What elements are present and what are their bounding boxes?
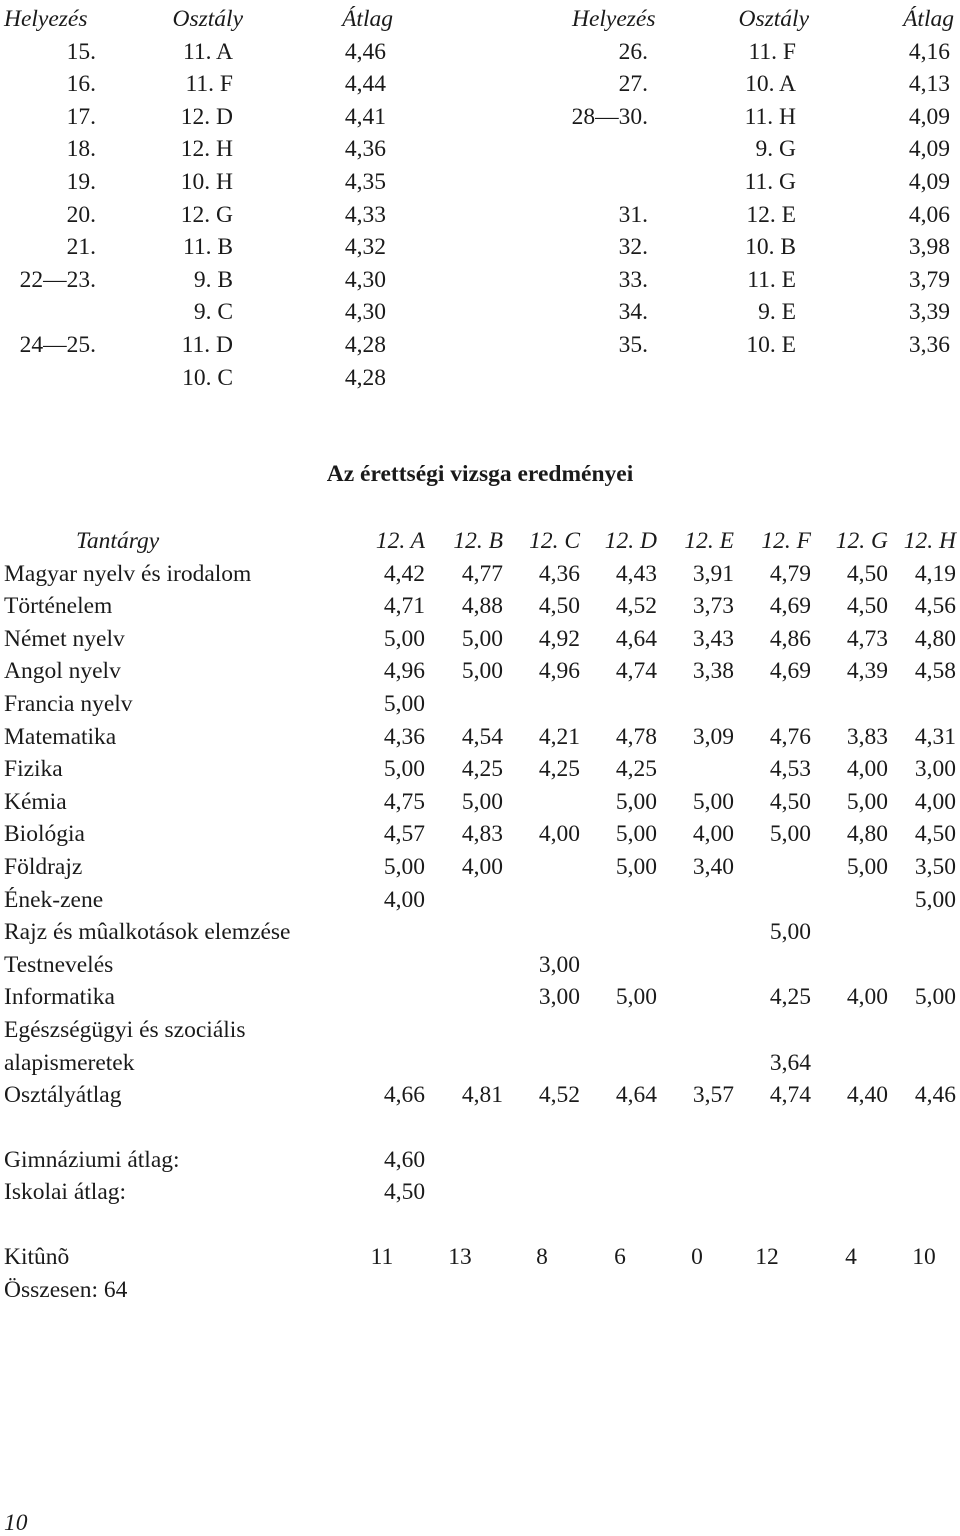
ranking-average: 3,39 xyxy=(908,299,950,326)
grade-cell: 4,88 xyxy=(461,593,503,620)
ranking-average: 4,32 xyxy=(344,234,386,261)
class-column-header: 12. G xyxy=(835,528,888,554)
subject-name: Osztályátlag xyxy=(4,1082,122,1109)
grade-cell: 4,36 xyxy=(383,723,425,750)
ranking-class: 11. D xyxy=(181,332,233,358)
grade-cell: 4,25 xyxy=(538,756,580,783)
grade-cell: 3,09 xyxy=(692,723,734,750)
grade-cell: 5,00 xyxy=(769,919,811,946)
ranking-place: 16. xyxy=(66,71,96,98)
grade-cell: 3,43 xyxy=(692,625,734,652)
grade-cell: 4,58 xyxy=(914,658,956,685)
ranking-class: 11. H xyxy=(744,103,796,130)
grade-cell: 4,96 xyxy=(538,658,580,685)
subject-name: Történelem xyxy=(4,593,113,620)
subject-column-header: Tantárgy xyxy=(76,528,160,554)
grade-cell: 4,00 xyxy=(846,984,888,1011)
ranking-average: 4,06 xyxy=(908,201,950,228)
grade-cell: 3,50 xyxy=(914,854,956,880)
class-column-header: 12. D xyxy=(604,528,657,554)
grade-cell: 4,54 xyxy=(461,723,503,750)
grade-cell: 4,40 xyxy=(846,1082,888,1109)
excellent-count: 6 xyxy=(614,1244,626,1270)
excellent-count: 13 xyxy=(448,1244,472,1270)
grade-cell: 4,50 xyxy=(846,560,888,587)
ranking-class: 11. B xyxy=(182,234,233,261)
grade-cell: 3,57 xyxy=(692,1082,734,1109)
grade-cell: 4,96 xyxy=(383,658,425,685)
grade-cell: 4,52 xyxy=(615,593,657,620)
grade-cell: 4,00 xyxy=(538,821,580,848)
ranking-class: 12. H xyxy=(180,136,233,163)
excellent-label: Kitûnõ xyxy=(4,1244,70,1270)
grade-cell: 3,00 xyxy=(914,756,956,783)
school-average-value: 4,50 xyxy=(384,1179,426,1205)
grade-cell: 4,25 xyxy=(615,756,657,783)
grade-cell: 3,40 xyxy=(692,854,734,880)
page-number: 10 xyxy=(4,1510,28,1536)
ranking-class: 9. G xyxy=(755,136,796,163)
grade-cell: 4,43 xyxy=(615,560,657,587)
ranking-class: 12. E xyxy=(746,201,796,228)
subject-name: alapismeretek xyxy=(4,1049,135,1076)
excellent-count: 10 xyxy=(912,1244,936,1270)
class-column-header: 12. A xyxy=(375,528,425,554)
ranking-place: 18. xyxy=(66,136,96,163)
ranking-average: 4,16 xyxy=(908,38,950,65)
grade-cell: 5,00 xyxy=(914,984,956,1011)
ranking-header: Átlag xyxy=(903,6,954,32)
ranking-average: 4,36 xyxy=(344,136,386,163)
ranking-place: 17. xyxy=(66,103,96,130)
subject-name: Informatika xyxy=(4,984,115,1011)
grade-cell: 4,83 xyxy=(461,821,503,848)
ranking-place: 21. xyxy=(66,234,96,261)
ranking-average: 4,35 xyxy=(344,169,386,195)
grade-cell: 5,00 xyxy=(383,691,425,717)
ranking-class: 9. C xyxy=(193,299,233,326)
grade-cell: 4,52 xyxy=(538,1082,580,1109)
grade-cell: 4,21 xyxy=(538,723,580,750)
ranking-class: 9. B xyxy=(193,266,233,293)
excellent-count: 8 xyxy=(536,1244,548,1270)
ranking-header: Helyezés xyxy=(4,6,88,32)
grade-cell: 4,57 xyxy=(383,821,425,848)
grade-cell: 4,25 xyxy=(461,756,503,783)
class-column-header: 12. H xyxy=(903,528,956,554)
grade-cell: 5,00 xyxy=(846,854,888,880)
grade-cell: 4,50 xyxy=(769,788,811,815)
ranking-place: 26. xyxy=(618,38,648,65)
grade-cell: 4,76 xyxy=(769,723,811,750)
ranking-class: 9. E xyxy=(758,299,796,326)
ranking-header: Osztály xyxy=(172,6,243,32)
ranking-place: 34. xyxy=(618,299,648,326)
grade-cell: 4,86 xyxy=(769,625,811,652)
ranking-average: 4,46 xyxy=(344,38,386,65)
subject-name: Német nyelv xyxy=(4,625,125,652)
ranking-average: 3,98 xyxy=(908,234,950,261)
ranking-class: 11. F xyxy=(748,38,796,65)
grade-cell: 4,75 xyxy=(383,788,425,815)
subject-name: Francia nyelv xyxy=(4,691,133,717)
ranking-place: 27. xyxy=(618,71,648,98)
grade-cell: 4,64 xyxy=(615,625,657,652)
ranking-class: 12. G xyxy=(180,201,233,228)
gym-average-label: Gimnáziumi átlag: xyxy=(4,1147,180,1173)
grade-cell: 4,69 xyxy=(769,658,811,685)
grade-cell: 4,19 xyxy=(914,560,956,587)
grade-cell: 5,00 xyxy=(615,854,657,880)
grade-cell: 4,31 xyxy=(914,723,956,750)
grade-cell: 4,92 xyxy=(538,625,580,652)
subject-name: Egészségügyi és szociális xyxy=(4,1017,246,1043)
grade-cell: 5,00 xyxy=(615,821,657,848)
subject-name: Biológia xyxy=(4,821,85,848)
excellent-total: Összesen: 64 xyxy=(4,1277,128,1303)
ranking-average: 4,30 xyxy=(344,266,386,293)
ranking-place: 32. xyxy=(618,234,648,261)
subject-name: Fizika xyxy=(4,756,63,783)
grade-cell: 4,80 xyxy=(846,821,888,848)
grade-cell: 5,00 xyxy=(615,788,657,815)
ranking-place: 31. xyxy=(618,201,648,228)
grade-cell: 5,00 xyxy=(914,886,956,913)
grade-cell: 5,00 xyxy=(461,625,503,652)
ranking-place: 28—30. xyxy=(571,103,648,130)
ranking-class: 11. A xyxy=(182,38,233,65)
grade-cell: 4,56 xyxy=(914,593,956,620)
ranking-header: Helyezés xyxy=(572,6,656,32)
grade-cell: 4,77 xyxy=(461,560,503,587)
grade-cell: 5,00 xyxy=(461,788,503,815)
grade-cell: 3,00 xyxy=(538,951,580,978)
class-column-header: 12. C xyxy=(529,528,580,554)
grade-cell: 4,50 xyxy=(914,821,956,848)
ranking-place: 19. xyxy=(66,169,96,195)
ranking-average: 4,09 xyxy=(908,169,950,195)
grade-cell: 5,00 xyxy=(692,788,734,815)
subject-name: Ének-zene xyxy=(4,886,104,913)
subject-name: Rajz és mûalkotások elemzése xyxy=(4,919,291,946)
ranking-class: 10. B xyxy=(745,234,796,261)
subject-name: Kémia xyxy=(4,788,67,815)
grade-cell: 4,79 xyxy=(769,560,811,587)
ranking-class: 11. F xyxy=(185,71,233,98)
ranking-class: 10. A xyxy=(745,71,796,98)
grade-cell: 5,00 xyxy=(769,821,811,848)
grade-cell: 3,83 xyxy=(846,723,888,750)
ranking-place: 15. xyxy=(66,38,96,65)
grade-cell: 4,80 xyxy=(914,625,956,652)
grade-cell: 3,00 xyxy=(538,984,580,1011)
ranking-class: 10. C xyxy=(182,364,233,391)
class-column-header: 12. E xyxy=(684,528,734,554)
ranking-average: 4,28 xyxy=(344,332,386,358)
excellent-count: 12 xyxy=(755,1244,779,1270)
excellent-count: 11 xyxy=(370,1244,394,1270)
ranking-place: 22—23. xyxy=(19,266,96,293)
grade-cell: 4,81 xyxy=(461,1082,503,1109)
ranking-place: 24—25. xyxy=(19,332,96,358)
grade-cell: 4,46 xyxy=(914,1082,956,1109)
exam-results-title: Az érettségi vizsga eredményei xyxy=(326,461,634,487)
grade-cell: 4,00 xyxy=(914,788,956,815)
grade-cell: 4,73 xyxy=(846,625,888,652)
subject-name: Magyar nyelv és irodalom xyxy=(4,560,252,587)
ranking-average: 4,28 xyxy=(344,364,386,391)
grade-cell: 4,50 xyxy=(538,593,580,620)
ranking-class: 11. G xyxy=(744,169,796,195)
school-average-label: Iskolai átlag: xyxy=(4,1179,127,1205)
grade-cell: 3,73 xyxy=(692,593,734,620)
grade-cell: 5,00 xyxy=(383,625,425,652)
ranking-average: 4,13 xyxy=(908,71,950,98)
ranking-class: 12. D xyxy=(180,103,233,130)
grade-cell: 5,00 xyxy=(461,658,503,685)
subject-name: Földrajz xyxy=(4,854,83,880)
ranking-class: 10. H xyxy=(180,169,233,195)
grade-cell: 3,64 xyxy=(769,1049,811,1076)
ranking-class: 10. E xyxy=(746,332,796,358)
excellent-count: 0 xyxy=(691,1244,703,1270)
grade-cell: 4,36 xyxy=(538,560,580,587)
ranking-average: 4,33 xyxy=(344,201,386,228)
ranking-average: 3,79 xyxy=(908,266,950,293)
grade-cell: 4,50 xyxy=(846,593,888,620)
grade-cell: 4,69 xyxy=(769,593,811,620)
grade-cell: 5,00 xyxy=(383,854,425,880)
subject-name: Testnevelés xyxy=(4,951,114,978)
ranking-average: 4,09 xyxy=(908,103,950,130)
grade-cell: 4,25 xyxy=(769,984,811,1011)
grade-cell: 4,00 xyxy=(692,821,734,848)
gym-average-value: 4,60 xyxy=(384,1147,426,1173)
ranking-header: Osztály xyxy=(738,6,809,32)
grade-cell: 4,64 xyxy=(615,1082,657,1109)
ranking-class: 11. E xyxy=(747,266,796,293)
grade-cell: 3,38 xyxy=(692,658,734,685)
grade-cell: 4,74 xyxy=(769,1082,811,1109)
excellent-count: 4 xyxy=(845,1244,857,1270)
class-column-header: 12. F xyxy=(761,528,811,554)
subject-name: Matematika xyxy=(4,723,117,750)
grade-cell: 5,00 xyxy=(846,788,888,815)
grade-cell: 4,00 xyxy=(846,756,888,783)
grade-cell: 5,00 xyxy=(615,984,657,1011)
grade-cell: 4,00 xyxy=(383,886,425,913)
grade-cell: 4,39 xyxy=(846,658,888,685)
grade-cell: 3,91 xyxy=(692,560,734,587)
ranking-place: 35. xyxy=(618,332,648,358)
ranking-header: Átlag xyxy=(342,6,393,32)
grade-cell: 4,66 xyxy=(383,1082,425,1109)
grade-cell: 4,42 xyxy=(383,560,425,587)
grade-cell: 4,00 xyxy=(461,854,503,880)
ranking-average: 4,44 xyxy=(344,71,386,98)
ranking-average: 3,36 xyxy=(908,332,950,358)
grade-cell: 4,53 xyxy=(769,756,811,783)
ranking-average: 4,30 xyxy=(344,299,386,326)
grade-cell: 4,71 xyxy=(383,593,425,620)
ranking-average: 4,09 xyxy=(908,136,950,163)
grade-cell: 5,00 xyxy=(383,756,425,783)
subject-name: Angol nyelv xyxy=(4,658,121,685)
grade-cell: 4,74 xyxy=(615,658,657,685)
class-column-header: 12. B xyxy=(453,528,503,554)
ranking-place: 20. xyxy=(66,201,96,228)
ranking-average: 4,41 xyxy=(344,103,386,130)
grade-cell: 4,78 xyxy=(615,723,657,750)
ranking-place: 33. xyxy=(618,266,648,293)
